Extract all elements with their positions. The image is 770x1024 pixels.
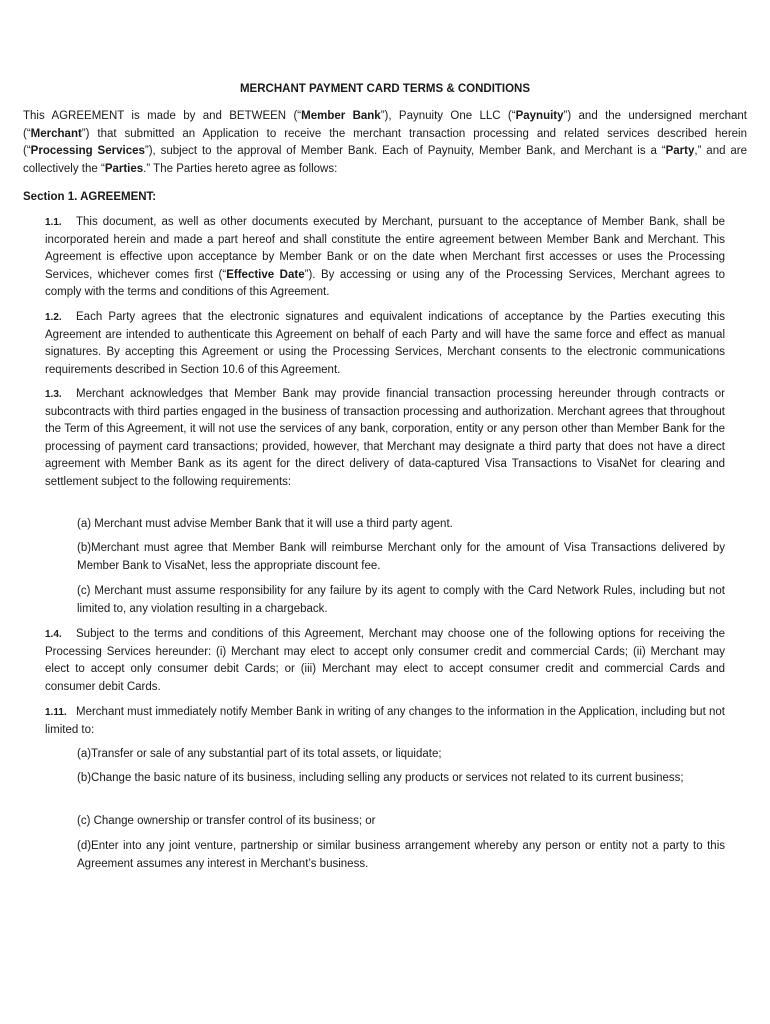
clause-number: 1.3. — [45, 389, 62, 400]
term-effective-date: Effective Date — [226, 268, 305, 281]
term-merchant: Merchant — [30, 127, 82, 140]
intro-text: ”) and the undersigned merchant (“ — [23, 110, 747, 140]
clause-1-11-item-c: (c) Change ownership or transfer control of its business; or — [77, 815, 376, 827]
clause-number: 1.11. — [45, 707, 67, 718]
clause-1-11-item-d: (d)Enter into any joint venture, partnership or similar business arrangement whereby any person or entity not a party to this Agreement assumes any interest in Merchant’s business. — [77, 840, 725, 870]
document-title: MERCHANT PAYMENT CARD TERMS & CONDITIONS — [239, 83, 531, 95]
intro-text: ”), subject to the approval of Member Bank. Each of Paynuity, Member Bank, and Merchant is a “ — [144, 145, 666, 157]
clause-text: This document, as well as other documents executed by Merchant, pursuant to the acceptance of Member Bank, shall be incorporated herein and made a part hereof and shall constitute the entire agreement between Member Bank and Merchant. This Agreement is effective upon acceptance by Member Bank or on the date when Merchant first accesses or uses the Processing Services, whichever comes first (“ — [45, 216, 725, 281]
intro-text: ,” and are collectively the “ — [23, 145, 747, 175]
term-paynuity: Paynuity — [515, 110, 564, 122]
intro-text: ”) that submitted an Application to receive the merchant transaction processing and related services described herein (“ — [23, 127, 747, 157]
clause-1-4 — [45, 626, 725, 696]
term-party: Party — [665, 145, 695, 157]
intro-text: This AGREEMENT is made by and BETWEEN (“ — [23, 110, 302, 122]
clause-number: 1.4. — [45, 629, 62, 640]
clause-1-11-item-a: (a)Transfer or sale of any substantial part of its total assets, or liquidate; — [77, 748, 442, 760]
clause-1-3 — [45, 386, 725, 491]
clause-number: 1.1. — [45, 217, 62, 228]
clause-text: ”). By accessing or using any of the Processing Services, Merchant agrees to comply with the terms and conditions of this Agreement. — [45, 268, 725, 298]
clause-1-2 — [45, 309, 725, 379]
clause-text: Merchant acknowledges that Member Bank may provide financial transaction processing hereunder through contracts or subcontracts with third parties engaged in the business of transaction processing and authorization. Merchant agrees that throughout the Term of this Agreement, it will not use the services of any bank, corporation, entity or any person other than Member Bank for the processing of payment card transactions; provided, however, that Merchant may designate a third party that does not have a direct agreement with Member Bank as its agent for the direct delivery of data-captured Visa Transactions to VisaNet for clearing and settlement subject to the following requirements: — [45, 388, 725, 488]
clause-text: Each Party agrees that the electronic signatures and equivalent indications of acceptance by the Parties executing this Agreement are intended to authenticate this Agreement on behalf of each Party and will have the same force and effect as manual signatures. By accepting this Agreement or using the Processing Services, Merchant consents to the electronic communications requirements described in Section 10.6 of this Agreement. — [45, 311, 725, 376]
section-heading: Section 1. AGREEMENT: — [23, 191, 157, 203]
clause-1-3-item-b: (b)Merchant must agree that Member Bank will reimburse Merchant only for the amount of Visa Transactions delivered by Member Bank to VisaNet, less the appropriate discount fee. — [77, 542, 725, 572]
term-member-bank: Member Bank — [301, 110, 381, 122]
intro-text: .” The Parties hereto agree as follows: — [143, 162, 338, 175]
clause-text: Merchant must immediately notify Member Bank in writing of any changes to the information in the Application, including but not limited to: — [45, 706, 725, 736]
intro-text: ”), Paynuity One LLC (“ — [380, 110, 516, 122]
clause-number: 1.2. — [45, 312, 62, 323]
term-processing-services: Processing Services — [30, 145, 145, 157]
clause-1-1 — [45, 214, 725, 302]
clause-1-3-item-c: (c) Merchant must assume responsibility for any failure by its agent to comply with the Card Network Rules, including but not limited to, any violation resulting in a chargeback. — [77, 585, 725, 615]
clause-1-11 — [45, 704, 725, 739]
clause-text: Subject to the terms and conditions of this Agreement, Merchant may choose one of the following options for receiving the Processing Services hereunder: (i) Merchant may elect to accept only consumer credit and commercial Cards; (ii) Merchant may elect to accept only consumer debit Cards; or (iii) Merchant may elect to accept consumer credit and commercial Cards and consumer debit Cards. — [45, 628, 725, 693]
intro-paragraph — [23, 108, 747, 178]
clause-1-3-item-a: (a) Merchant must advise Member Bank that it will use a third party agent. — [77, 518, 453, 530]
clause-1-11-item-b: (b)Change the basic nature of its business, including selling any products or services not related to its current business; — [77, 772, 684, 784]
term-parties: Parties — [104, 162, 144, 175]
